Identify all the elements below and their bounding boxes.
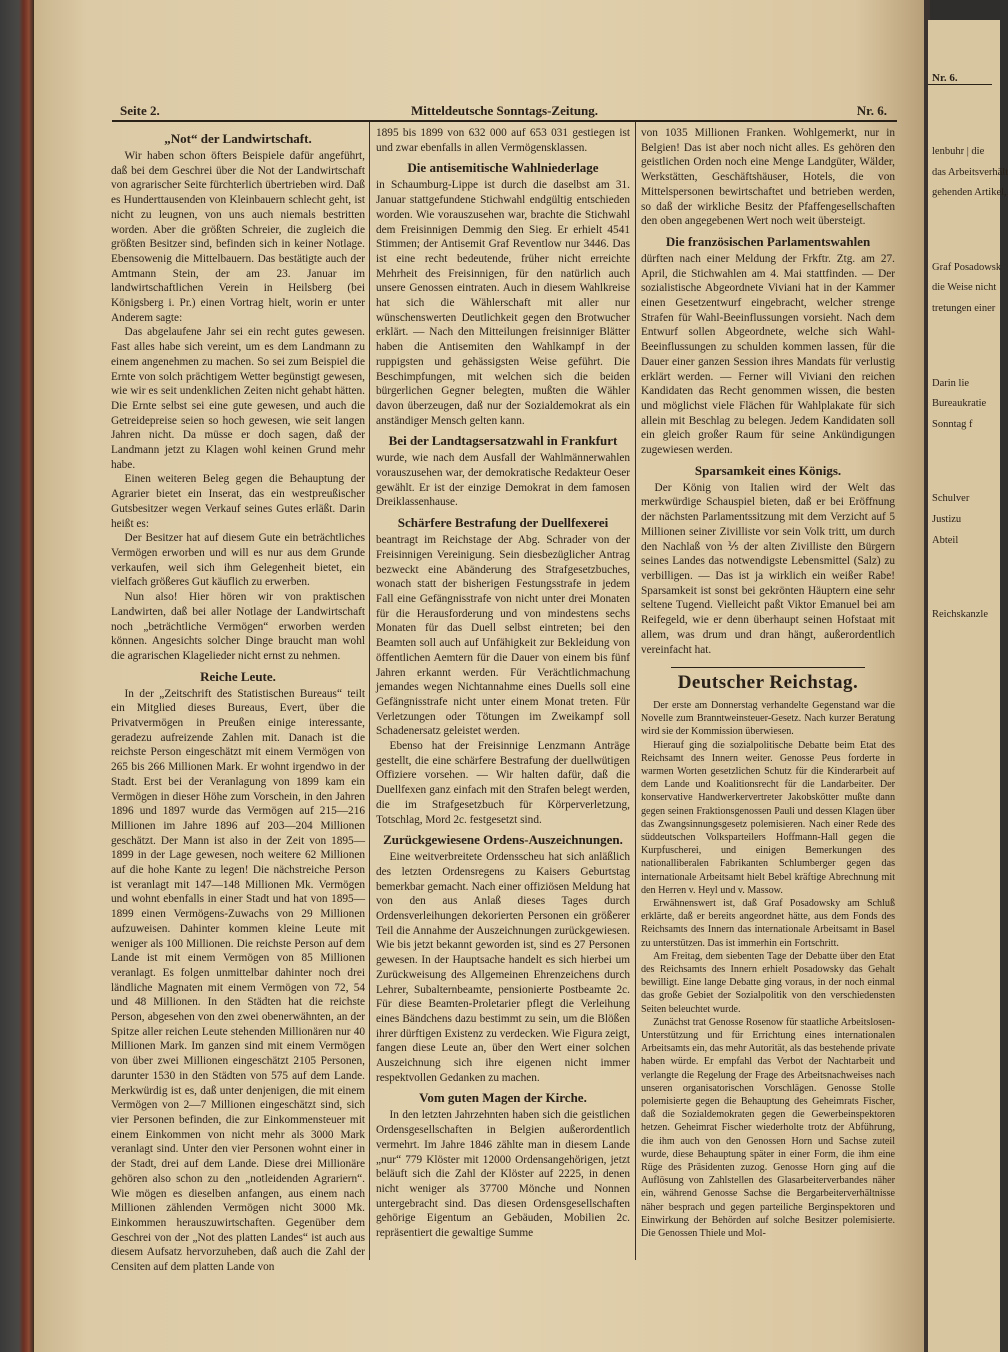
article-paragraph: beantragt im Reichstage der Abg. Schrader von der Freisinnigen Vereinigung. Sein diesbezüglicher Antrag bezweckt eine Abänderung des Strafgesetzbuches, wonach statt der bisherigen Festungsstrafe in jedem Fall eine Gefängnisstrafe von nicht unter drei Monaten für die Herausforderung und von mindestens sechs Monaten für das Duell selbst eintreten; bei den Beamten soll auch auf Unfähigkeit zur Bekleidung von öffentlichen Aemtern für die Dauer von einem bis fünf Jahren erkannt werden. Für Verächtlichmachung jemandes wegen Nichtannahme eines Duells soll eine Gefängnisstrafe nicht unter einem Monat treten. Für Verletzungen oder Tötungen im Zweikampf soll Schadenersatz geleistet werden.	[376, 534, 630, 738]
article-heading: Reiche Leute.	[200, 668, 276, 684]
page-number: Seite 2.	[120, 103, 160, 118]
column-divider	[635, 122, 636, 1260]
book-binding	[0, 0, 34, 1352]
facing-page-line: lenbuhr | die	[932, 146, 985, 157]
article-paragraph: in Schaumburg-Lippe ist durch die daselbst am 31. Januar stattgefundene Stichwahl endgültig entschieden worden. Wie vorauszusehen war, brachte die Stichwahl dem Freisinnigen Demmig den Sieg. Er erhielt 4541 Stimmen; der Antisemit Graf Reventlow nur 3446. Das ist eine recht bedeutende, früher nicht erreichte Mehrheit des Freisinnigen, für den natürlich auch unsere Genossen eintraten. Auch in diesem Wahlkreise hat sich die Wählerschaft mit aller nur wünschenswerten Deutlichkeit gegen den Brotwucher erklärt. — Nach den Mitteilungen freisinniger Blätter haben die Antisemiten den Wahlkampf in der ruppigsten und gehässigsten Weise geführt. Die Beschimpfungen, mit welchen sich die beiden bürgerlichen Gegner belegten, mußten die Wähler davon überzeugen, daß nur der Sozialdemokrat als ein anständiger Mensch gelten kann.	[376, 179, 630, 427]
article-heading: Die antisemitische Wahlniederlage	[407, 160, 599, 176]
report-paragraph: Erwähnenswert ist, daß Graf Posadowsky am Schluß erklärte, daß er bereits angeordnet hätte, aus dem Fonds des Reichsamts des Innern das internationale Arbeitsamt in Basel zu unterstützen. Das ist immerhin ein Fortschritt.	[641, 897, 895, 949]
article-paragraph: Eine weitverbreitete Ordensscheu hat sich anläßlich des letzten Ordensregens zu Kaisers Geburtstag bemerkbar gemacht. Nach einer offiziösen Meldung hat von den aus Anlaß dieses Tages durch Ordensverleihungen dekorierten Personen ein größerer Teil die Annahme der Auszeichnungen zurückgewiesen. Wie bis jetzt bekannt geworden ist, sind es 27 Personen gewesen. In der Hauptsache handelt es sich hierbei um Zurückweisung des Allgemeinen Ehrenzeichens durch Lehrer, Subalternbeamte, pensionierte Postbeamte 2c. Für diese Beamten-Proletarier pflegt die Verleihung eines Bändchens dazu bestimmt zu sein, um die Blößen ihrer dürftigen Existenz zu verdecken. Wie Figura zeigt, fangen diese Leute an, über den Wert einer solchen Auszeichnung sich ihre eigenen nicht immer respektvollen Gedanken zu machen.	[376, 851, 630, 1084]
section-divider	[671, 667, 865, 668]
article-heading: Die französischen Parlamentswahlen	[665, 233, 871, 249]
page-header	[112, 100, 897, 122]
article-paragraph: In den letzten Jahrzehnten haben sich die geistlichen Ordensgesellschaften in Belgien außerordentlich vermehrt. Im Jahre 1846 zählte man in diesem Lande „nur“ 779 Klöster mit 12000 Ordensangehörigen, jetzt beläuft sich die Zahl der Klöster auf 2225, in denen nicht weniger als 37700 Mönche und Nonnen untergebracht sind. Das diesen Ordensgesellschaften gehörige Eigentum an Gebäuden, Mobilien 2c. repräsentiert die gewaltige Summe	[376, 1109, 630, 1240]
quote-paragraph: Das abgelaufene Jahr sei ein recht gutes gewesen. Fast alles habe sich vereint, um es dem Landmann zu einem angenehmen zu machen. So sei zum Beispiel die Ernte von solch prächtigem Wetter begünstigt gewesen, wie wir es seit undenklichen Zeiten nicht gehabt hätten. Die Ernte selbst sei eine gute gewesen, und auch die Getreidepreise seien so hoch gewesen, wie seit langen Jahren nicht. Da müsse er doch sagen, daß der Landmann jetzt zu Klagen wohl keinen Grund mehr habe.	[111, 326, 365, 471]
article-heading: Bei der Landtagsersatzwahl in Frankfurt	[388, 433, 618, 449]
facing-page-line: Sonntag f	[932, 418, 973, 430]
facing-page-line: Darin lie	[932, 377, 970, 389]
facing-page-line: Schulver	[932, 493, 970, 505]
reichstag-report	[641, 699, 895, 1240]
article-heading: Sparsamkeit eines Königs.	[694, 462, 842, 478]
column-1	[111, 126, 365, 1274]
facing-page-text	[928, 85, 1008, 623]
facing-page-line: Justizu	[932, 513, 962, 525]
facing-page-line: tretungen einer	[932, 302, 996, 314]
facing-page-line: gehenden Artikel,	[932, 187, 1007, 199]
article-paragraph: wurde, wie nach dem Ausfall der Wahlmännerwahlen vorauszusehen war, der demokratische Redakteur Oeser gewählt. Er ist der einzige Demokrat in dem famosen Dreiklassenhause.	[376, 452, 630, 509]
facing-page-number: Nr. 6.	[928, 20, 992, 85]
facing-page-line: Bureaukratie	[932, 398, 987, 410]
article-paragraph: Einen weiteren Beleg gegen die Behauptung der Agrarier bietet ein Inserat, das ein westpreußischer Gutsbesitzer wegen Verkauf seines Gutes erläßt. Darin heißt es:	[111, 473, 365, 530]
section-heading: Deutscher Reichstag.	[677, 672, 859, 694]
report-paragraph: Hierauf ging die sozialpolitische Debatte beim Etat des Reichsamt des Innern weiter. Genosse Peus forderte in warmen Worten gesetzlichen Schutz für die Kinderarbeit auf dem Lande und Koalitionsrecht für die Landarbeiter. Der konservative Handwerkervertreter Jakobskötter mußte dann gegen seinen Fraktionsgenossen Pauli und dessen Klagen über das Zwangsinnungsgesetz polemisieren. Nach einer Rede des süddeutschen Volksparteilers Hoffmann-Hall gegen die Kurpfuscherei, und einigen Bemerkungen des nationalliberalen Fabrikanten Schlumberger gegen das internationale Arbeitsamt hielt Bebel kräftige Abrechnung mit den Herren v. Heyl und v. Massow.	[641, 739, 895, 896]
article-paragraph: In der „Zeitschrift des Statistischen Bureaus“ teilt ein Mitglied dieses Bureaus, Evert, über die Privatvermögen in Preußen einige interessante, geradezu aufreizende Zahlen mit. Danach ist die reichste Person eingeschätzt mit einem Vermögen von 265 bis 266 Millionen Mark. Er wohnt irgendwo in der Stadt. Erst bei der Veranlagung von 1899 kam ein Vermögen in dieser Höhe zum Vorschein, in den Jahren 1896 und 1897 wurde das Vermögen auf 215—216 Millionen im Jahre 1896 auf 203—204 Millionen geschätzt. Der Mann ist also in der Zeit von 1895—1899 in der Lage gewesen, noch weitere 62 Millionen auf die hohe Kante zu legen! Die nächstreiche Person ist veranlagt mit 147—148 Millionen Mk. Vermögen und wohnt ebenfalls in einer Stadt und hat von 1895—1899 einen Vermögens-Zuwachs von 29 Millionen aufzuweisen. Dahinter kommen kleine Leute mit weniger als 100 Millionen. Die reichste Person auf dem Lande ist mit einem Vermögen von 85 Millionen veranlagt. Es folgen unmittelbar dahinter noch drei ländliche Magnaten mit einem Vermögen von 72, 54 und 48 Millionen. In den Städten hat die reichste Person, abgesehen von den zwei obenerwähnten, an der Spitze aller reichen Leute stehenden Millionären nur 40 Millionen Mark. Im ganzen sind mit einem Vermögen von über zwei Millionen eingeschätzt 2105 Personen, darunter 1530 in den Städten von 575 auf dem Lande. Merkwürdig ist es, daß unter denjenigen, die mit einem Vermögen von 2—7 Millionen eingeschätzt sind, sich vier Personen befinden, die zur Einkommensteuer mit einem Einkommen von nicht mehr als 3000 Mark veranlagt sind. Unter den vier Personen wohnt einer in der Stadt, drei auf dem Lande. Diese drei Millionäre gehören also schon zu den „notleidenden Agrariern“. Wie mögen es dieselben anfangen, aus einem nach Millionen zählenden Vermögen nicht 3000 Mk. Einkommen herauszuwirtschaften. Gegenüber dem Geschrei von der „Not des platten Landes“ ist auch aus diesem Aufsatz hervorzuheben, daß auch die Zahl der Censiten auf dem platten Lande von	[111, 687, 365, 1274]
facing-page-line: Graf Posadowsk	[932, 261, 1002, 273]
article-heading: Schärfere Bestrafung der Duellfexerei	[397, 515, 609, 531]
article-heading: Zurückgewiesene Ordens-Auszeichnungen.	[383, 832, 623, 848]
article-paragraph: von 1035 Millionen Franken. Wohlgemerkt, nur in Belgien! Das ist aber noch nicht alles. Es gehören den geistlichen Orden noch eine Menge Landgüter, Wälder, Werkstätten, Geschäftshäuser, Hotels, die von Mittelspersonen bewirtschaftet und betrieben werden, so daß der wirkliche Besitz der Pfaffengesellschaften den oben angegebenen Wert noch weit übersteigt.	[641, 127, 895, 228]
facing-page-fragment	[928, 20, 1008, 1352]
facing-page-line: Abteil	[932, 534, 959, 546]
article-heading: Vom guten Magen der Kirche.	[419, 1090, 587, 1106]
article-paragraph: Ebenso hat der Freisinnige Lenzmann Anträge gestellt, die eine schärfere Bestrafung der duellwütigen Offiziere vorsehen. — Wir halten dafür, daß die Duellfexen ganz einfach mit den Strafen belegt werden, die im Strafgesetzbuch für Körperverletzung, Totschlag, Mord 2c. festgesetzt sind.	[376, 740, 630, 826]
newspaper-title: Mitteldeutsche Sonntags-Zeitung.	[410, 103, 599, 118]
report-paragraph: Der erste am Donnerstag verhandelte Gegenstand war die Novelle zum Branntweinsteuer-Gesetz. Nach kurzer Beratung wird sie der Kommission überwiesen.	[641, 699, 895, 738]
quote-paragraph: Der Besitzer hat auf diesem Gute ein beträchtliches Vermögen erworben und will es nur aus dem Grunde verkaufen, weil sich ihm Gelegenheit bietet, ein vielfach größeres Gut käuflich zu erwerben.	[111, 532, 365, 589]
facing-page-line: das Arbeitsverhält	[932, 166, 1008, 178]
column-2	[376, 126, 630, 1258]
column-divider	[369, 122, 370, 1260]
facing-page-line: die Weise nicht	[932, 282, 997, 294]
article-paragraph: Der König von Italien wird der Welt das merkwürdige Schauspiel bieten, daß er bei Eröffnung der nächsten Parlamentssitzung mit dem Verzicht auf 5 Millionen seiner Zivilliste vor sein Volk tritt, um durch den Nachlaß von ⅕ der alten Zivilliste den Bürgern seines Landes das notwendigste Lebensmittel (Salz) zu verbilligen. — Das ist ja wirklich ein weißer Rabe! Sparsamkeit ist sonst bei gekrönten Häuptern eine sehr seltene Tugend. Vielleicht paßt Viktor Emanuel bei am Reifegeld, wie er denn überhaupt seinen Hofstaat mit allem, was drum und dran hängt, außerordentlich vereinfacht hat.	[641, 481, 895, 656]
report-paragraph: Am Freitag, dem siebenten Tage der Debatte über den Etat des Reichsamts des Innern erhielt Posadowsky das Gehalt bewilligt. Eine lange Debatte ging voraus, in der noch einmal das große Gebiet der Sozialpolitik von den verschiedensten Seiten beleuchtet wurde.	[641, 950, 895, 1015]
column-3	[641, 126, 895, 1258]
article-paragraph: Nun also! Hier hören wir von praktischen Landwirten, daß bei aller Notlage der Landwirtschaft noch „beträchtliche Vermögen“ erworben werden können. Angesichts solcher Dinge braucht man wohl die agrarischen Klagelieder nicht ernst zu nehmen.	[111, 591, 365, 662]
article-paragraph: Wir haben schon öfters Beispiele dafür angeführt, daß bei dem Geschrei über die Not der Landwirtschaft von agrarischer Seite fürchterlich übertrieben wird. Daß es Hunderttausenden von Kleinbauern schlecht geht, ist nicht zu leugnen, von uns auch niemals bestritten worden. Aber die größten Schreier, die zugleich die größten Besitzer sind, befinden sich in keiner Notlage. Ebensowenig die Mittelbauern. Das bestätigte auch der Amtmann Stein, der am 23. Januar im landwirtschaftlichen Verein in Heilsberg (bei Königsberg i. Pr.) einen Vortrag hielt, worin er unter Anderem sagte:	[111, 150, 365, 324]
report-paragraph: Zunächst trat Genosse Rosenow für staatliche Arbeitslosen-Unterstützung und für Errichtung eines internationalen Arbeitsamts ein, das mehr Autorität, als das bestehende private haben würde. Er empfahl das Verbot der Nachtarbeit und verlangte die Regelung der Frage des Arbeitsnachweises nach unseren organisatorischen Vorschlägen. Genosse Stolle polemisierte gegen die Behauptung des Geheimrats Fischer, daß die Sozialdemokraten gegen die Gewerbeinspektoren hetzen. Geheimrat Fischer wiederholte trotz der Abführung, die ihm auch von den Genossen Horn und Sachse zuteil wurde, diese Behauptung später in einer Form, die ihm eine Rüge des Präsidenten zuzog. Genosse Horn ging auf die Auflösung von Zahlstellen des Glasarbeiterverbandes näher ein, während Genosse Sachse die Bergarbeiterverhältnisse näher besprach und gegen parteiliche Berginspektoren und Einwirkung der Behörden auf solche Besitzer polemisierte. Die Genossen Thiele und Mol-	[641, 1016, 895, 1240]
article-paragraph: dürften nach einer Meldung der Frkftr. Ztg. am 27. April, die Stichwahlen am 4. Mai stattfinden. — Der sozialistische Abgeordnete Viviani hat in der Kammer einen Gesetzentwurf eingebracht, welcher strenge Strafen für Wahl-Beeinflussungen vorsieht. Nach dem Entwurf sollen Abgeordnete, welche sich Wahl-Beeinflussungen zu schulden kommen lassen, für die Dauer einer ganzen Session ihres Mandats für verlustig erklärt werden. — Ferner will Viviani den reichen Kandidaten das Recht genommen wissen, die besten und möglichst viele Flächen für Wahlplakate für sich allein mit Beschlag zu belegen. Jedem Kandidaten soll ein gleich großer Raum für seine Ankündigungen zugewiesen werden.	[641, 252, 895, 457]
article-paragraph: 1895 bis 1899 von 632 000 auf 653 031 gestiegen ist und zwar ebenfalls in allen Vermögensklassen.	[376, 127, 630, 154]
issue-number: Nr. 6.	[856, 103, 887, 118]
article-heading: „Not“ der Landwirtschaft.	[164, 131, 312, 146]
facing-page-line: Reichskanzle	[932, 609, 988, 621]
